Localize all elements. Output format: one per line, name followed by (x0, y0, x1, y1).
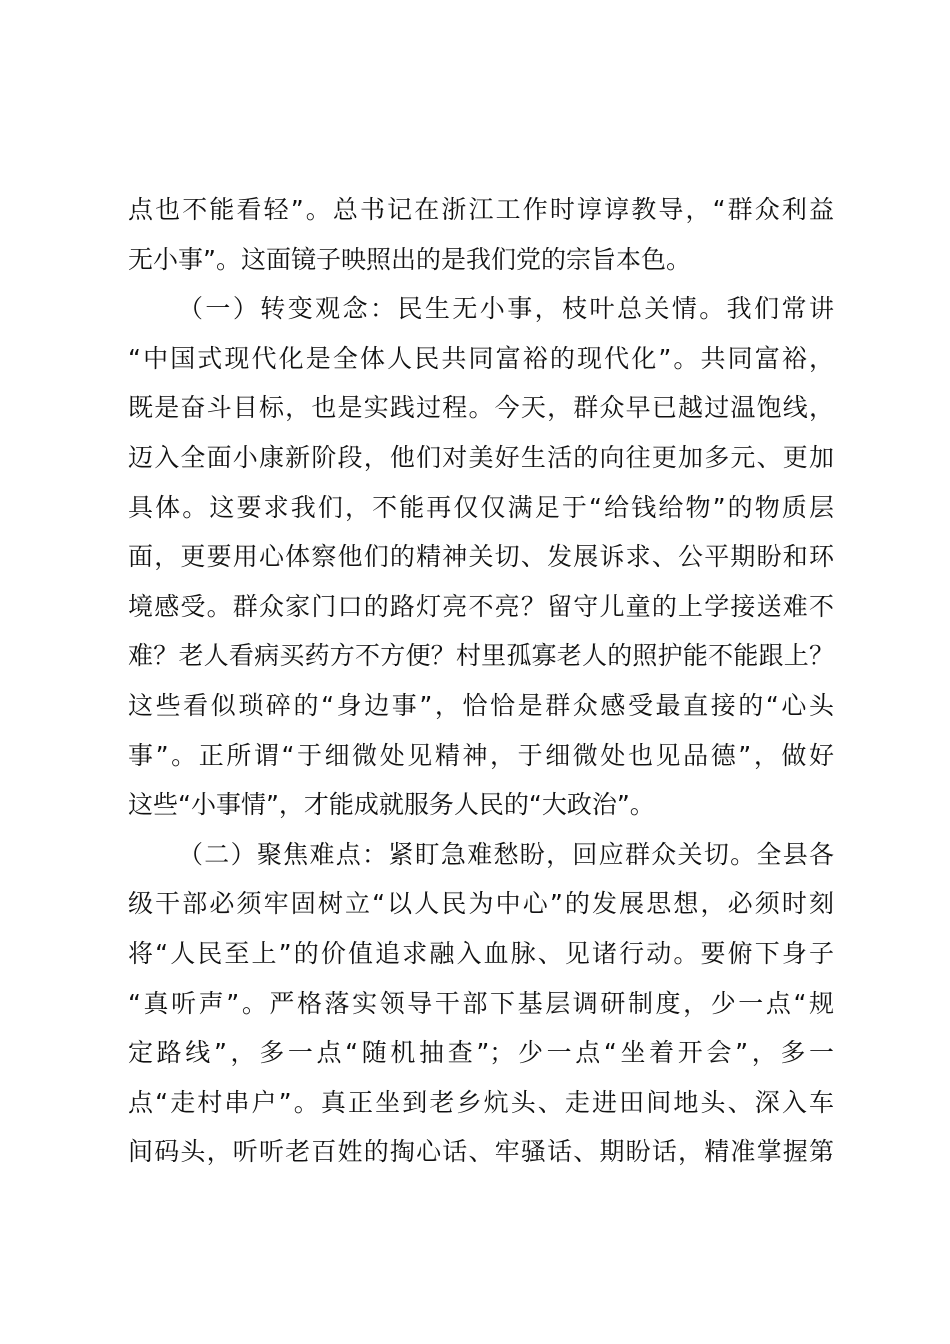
text-line: 迈入全面小康新阶段，他们对美好生活的向往更加多元、更加 (128, 442, 834, 472)
text-line: 这些看似琐碎的“身边事”，恰恰是群众感受最直接的“心头 (128, 690, 834, 720)
text-line: 境感受。群众家门口的路灯亮不亮？留守儿童的上学接送难不 (128, 591, 834, 621)
text-line: 既是奋斗目标，也是实践过程。今天，群众早已越过温饱线， (128, 393, 834, 423)
text-line: 间码头，听听老百姓的掏心话、牢骚话、期盼话，精准掌握第 (128, 1137, 834, 1167)
section-heading-line: （二）聚焦难点：紧盯急难愁盼，回应群众关切。全县各 (178, 839, 834, 869)
text-line: 事”。正所谓“于细微处见精神，于细微处也见品德”，做好 (128, 740, 834, 770)
text-line: 面，更要用心体察他们的精神关切、发展诉求、公平期盼和环 (128, 542, 834, 572)
text-line: 定路线”，多一点“随机抽查”；少一点“坐着开会”，多一 (128, 1038, 834, 1068)
text-line: 将“人民至上”的价值追求融入血脉、见诸行动。要俯下身子 (128, 938, 834, 968)
body-text (128, 185, 834, 1177)
text-line: 这些“小事情”，才能成就服务人民的“大政治”。 (128, 790, 655, 820)
text-line: 具体。这要求我们，不能再仅仅满足于“给钱给物”的物质层 (128, 492, 834, 522)
text-line: 级干部必须牢固树立“以人民为中心”的发展思想，必须时刻 (128, 889, 834, 919)
text-line: 点也不能看轻”。总书记在浙江工作时谆谆教导，“群众利益 (128, 195, 834, 224)
text-line: 点“走村串户”。真正坐到老乡炕头、走进田间地头、深入车 (128, 1087, 834, 1117)
text-line: 难？老人看病买药方不方便？村里孤寡老人的照护能不能跟上？ (128, 641, 834, 671)
text-line: 无小事”。这面镜子映照出的是我们党的宗旨本色。 (128, 244, 691, 274)
text-line: “真听声”。严格落实领导干部下基层调研制度，少一点“规 (128, 988, 834, 1018)
text-line: “中国式现代化是全体人民共同富裕的现代化”。共同富裕， (128, 343, 834, 373)
section-heading-line: （一）转变观念：民生无小事，枝叶总关情。我们常讲 (178, 294, 834, 324)
